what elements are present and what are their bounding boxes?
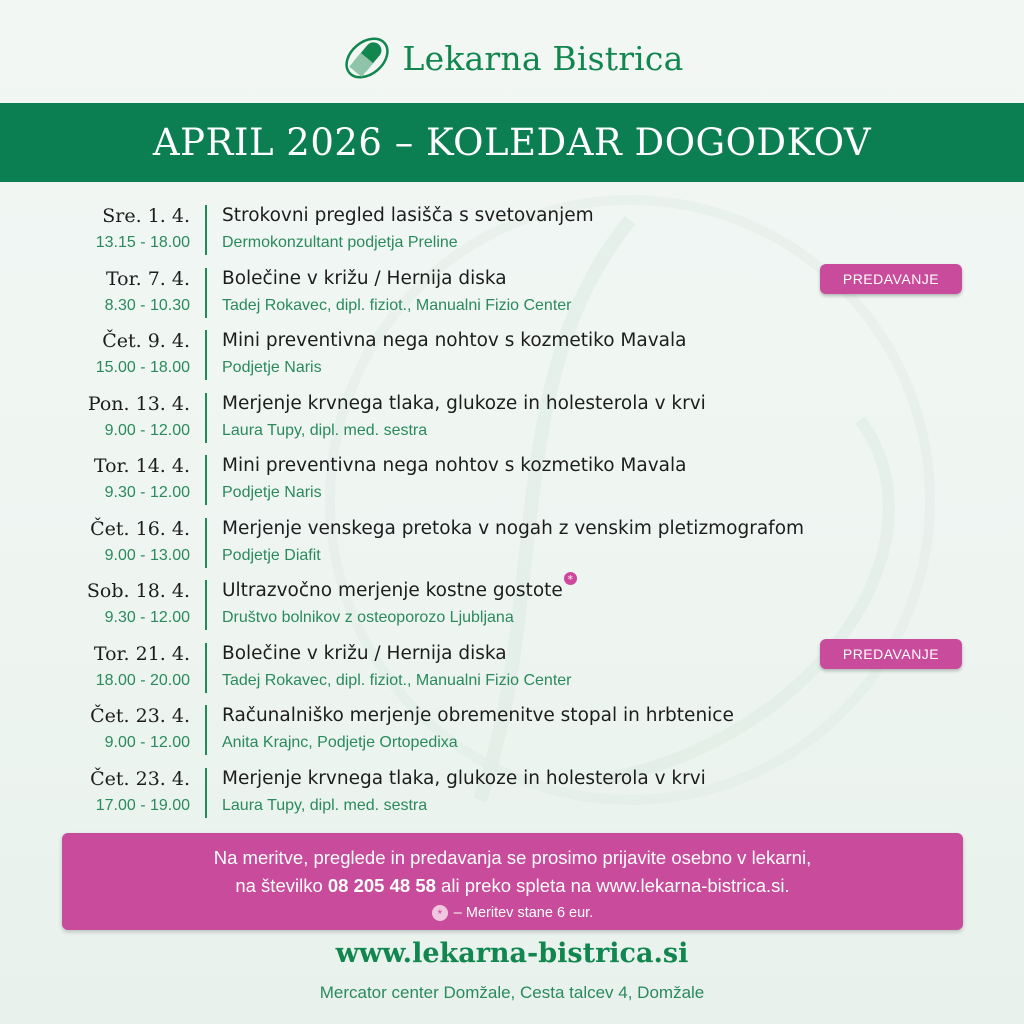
event-body xyxy=(222,573,577,630)
event-row xyxy=(0,516,1024,572)
event-day: Pon. 13. 4. xyxy=(87,392,190,415)
asterisk-icon: * xyxy=(432,905,448,921)
event-title-text: Ultrazvočno merjenje kostne gostote xyxy=(222,580,563,601)
event-day: Sob. 18. 4. xyxy=(86,580,190,602)
event-title: Merjenje krvnega tlaka, glukoze in holesterola v krvi xyxy=(222,392,706,414)
divider xyxy=(205,643,207,693)
event-title: Bolečine v križu / Hernija diska xyxy=(222,267,507,289)
divider xyxy=(205,518,207,568)
event-host: Tadej Rokavec, dipl. fiziot., Manualni Fizio Center xyxy=(222,671,572,689)
event-day: Sre. 1. 4. xyxy=(102,205,190,227)
event-title: Bolečine v križu / Hernija diska xyxy=(222,642,507,664)
event-day: Tor. 14. 4. xyxy=(93,455,190,477)
event-row xyxy=(0,453,1024,509)
event-body xyxy=(222,641,572,693)
divider xyxy=(205,268,207,318)
event-date xyxy=(10,203,190,255)
event-host: Društvo bolnikov z osteoporozo Ljubljana xyxy=(222,609,514,626)
event-time: 17.00 - 19.00 xyxy=(95,796,190,814)
event-row xyxy=(0,641,1024,697)
event-host: Podjetje Naris xyxy=(222,359,322,376)
divider xyxy=(205,393,207,443)
event-body xyxy=(222,266,572,318)
website-link[interactable]: www.lekarna-bistrica.si xyxy=(335,938,689,969)
event-date xyxy=(10,766,190,818)
event-title: Merjenje krvnega tlaka, glukoze in holesterola v krvi xyxy=(222,767,706,789)
event-row xyxy=(0,328,1024,384)
event-body xyxy=(222,328,686,380)
event-date xyxy=(10,641,190,693)
event-body xyxy=(222,453,686,505)
event-title: Mini preventivna nega nohtov s kozmetiko Mavala xyxy=(222,330,687,351)
event-date xyxy=(10,578,190,630)
event-day: Čet. 9. 4. xyxy=(102,330,190,352)
event-day: Tor. 21. 4. xyxy=(93,642,190,665)
page-title: APRIL 2026 – KOLEDAR DOGODKOV xyxy=(152,121,872,164)
notice-text: Na meritve, preglede in predavanja se prosimo prijavite osebno v lekarni, xyxy=(213,847,812,868)
event-host: Laura Tupy, dipl. med. sestra xyxy=(222,421,428,439)
event-day: Tor. 7. 4. xyxy=(105,267,190,290)
divider xyxy=(205,330,207,380)
event-row xyxy=(0,203,1024,259)
event-title: Strokovni pregled lasišča s svetovanjem xyxy=(222,205,594,226)
event-host: Laura Tupy, dipl. med. sestra xyxy=(222,796,428,814)
asterisk-icon: * xyxy=(564,572,577,585)
event-row xyxy=(0,573,1024,634)
registration-notice xyxy=(62,833,963,930)
event-time: 9.00 - 12.00 xyxy=(104,421,190,439)
title-banner xyxy=(0,103,1024,182)
lecture-badge: PREDAVANJE xyxy=(820,639,962,669)
event-date xyxy=(10,266,190,318)
event-host: Dermokonzultant podjetja Preline xyxy=(222,234,458,251)
event-host: Podjetje Diafit xyxy=(222,546,321,564)
notice-text-post: ali preko spleta na www.lekarna-bistrica.si. xyxy=(435,875,790,896)
event-time: 13.15 - 18.00 xyxy=(95,234,190,251)
pill-logo-icon xyxy=(341,32,393,84)
notice-contact xyxy=(62,872,963,900)
divider xyxy=(205,768,207,818)
event-time: 9.30 - 12.00 xyxy=(104,609,190,626)
address: Mercator center Domžale, Cesta talcev 4, Domžale xyxy=(319,983,705,1002)
event-time: 18.00 - 20.00 xyxy=(95,671,190,689)
header xyxy=(0,28,1024,88)
event-day: Čet. 23. 4. xyxy=(90,705,190,727)
event-date xyxy=(10,453,190,505)
event-row xyxy=(0,703,1024,759)
event-time: 8.30 - 10.30 xyxy=(104,296,190,314)
event-time: 9.00 - 12.00 xyxy=(104,734,190,751)
event-date xyxy=(10,391,190,443)
event-date xyxy=(10,516,190,568)
event-body xyxy=(222,766,706,818)
event-day: Čet. 23. 4. xyxy=(90,767,190,790)
event-body xyxy=(222,703,734,755)
event-host: Podjetje Naris xyxy=(222,484,322,501)
event-date xyxy=(10,328,190,380)
event-title: Računalniško merjenje obremenitve stopal in hrbtenice xyxy=(222,705,734,726)
brand-name: Lekarna Bistrica xyxy=(402,38,684,78)
event-date xyxy=(10,703,190,755)
price-text: – Meritev stane 6 eur. xyxy=(453,905,594,921)
event-body xyxy=(222,391,706,443)
notice-text-pre: na številko xyxy=(235,875,328,896)
divider xyxy=(205,455,207,505)
event-title: Mini preventivna nega nohtov s kozmetiko Mavala xyxy=(222,455,687,476)
event-day: Čet. 16. 4. xyxy=(90,517,190,540)
event-host: Tadej Rokavec, dipl. fiziot., Manualni Fizio Center xyxy=(222,296,572,314)
event-row xyxy=(0,766,1024,822)
event-title: Merjenje venskega pretoka v nogah z venskim pletizmografom xyxy=(222,517,805,539)
divider xyxy=(205,205,207,255)
event-time: 9.30 - 12.00 xyxy=(104,484,190,501)
event-time: 15.00 - 18.00 xyxy=(95,359,190,376)
event-host: Anita Krajnc, Podjetje Ortopedixa xyxy=(222,734,458,751)
price-note xyxy=(62,902,963,924)
event-row xyxy=(0,391,1024,447)
lecture-badge: PREDAVANJE xyxy=(820,264,962,294)
divider xyxy=(205,580,207,630)
divider xyxy=(205,705,207,755)
event-body xyxy=(222,516,804,568)
phone-number[interactable]: 08 205 48 58 xyxy=(327,875,436,896)
event-row xyxy=(0,266,1024,322)
event-body xyxy=(222,203,594,255)
event-title xyxy=(222,573,577,604)
event-time: 9.00 - 13.00 xyxy=(104,546,190,564)
